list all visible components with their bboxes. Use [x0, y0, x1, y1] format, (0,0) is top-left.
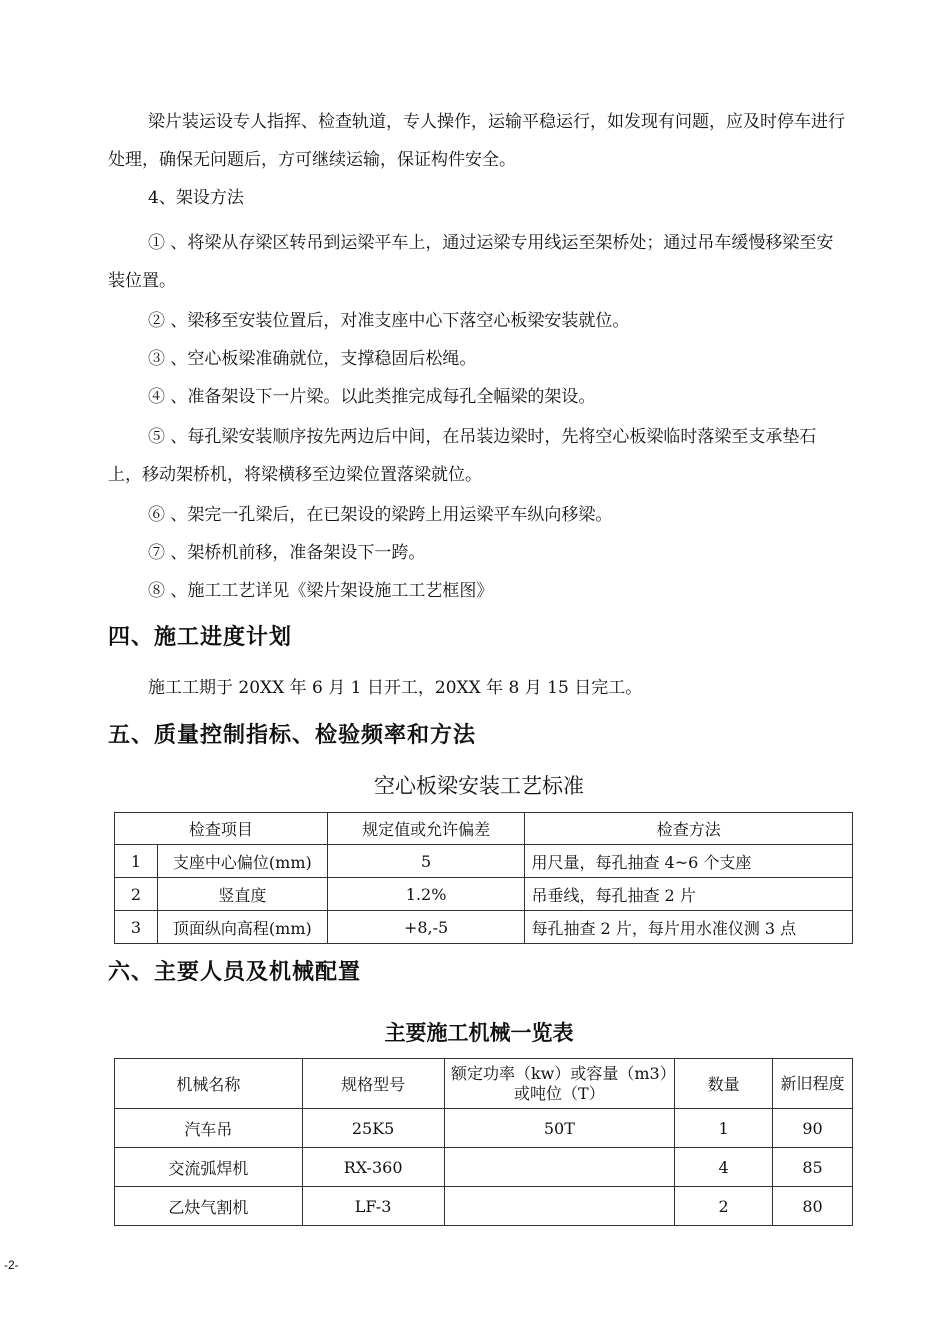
row-item: 支座中心偏位(mm) — [157, 845, 327, 878]
row-method: 用尺量，每孔抽查 4~6 个支座 — [525, 845, 853, 878]
table-row — [115, 1187, 853, 1226]
schedule-text: 施工工期于 20XX 年 6 月 1 日开工，20XX 年 8 月 15 日完工。 — [148, 678, 643, 698]
row-power — [444, 1148, 675, 1187]
row-condition: 80 — [773, 1187, 853, 1226]
row-item: 竖直度 — [157, 878, 327, 911]
header-quantity: 数量 — [675, 1059, 773, 1109]
table-title-machinery-list: 主要施工机械一览表 — [384, 1021, 574, 1045]
row-machine-name: 乙炔气割机 — [115, 1187, 303, 1226]
row-model: RX-360 — [302, 1148, 444, 1187]
row-value: 1.2% — [327, 878, 525, 911]
header-power: 额定功率（kw）或容量（m3）或吨位（T） — [444, 1059, 675, 1109]
step-6: ⑥ 、架完一孔梁后，在已架设的梁跨上用运梁平车纵向移梁。 — [148, 505, 613, 525]
row-item: 顶面纵向高程(mm) — [157, 911, 327, 944]
row-power — [444, 1187, 675, 1226]
row-condition: 90 — [773, 1109, 853, 1148]
table-row — [115, 1148, 853, 1187]
row-machine-name: 交流弧焊机 — [115, 1148, 303, 1187]
step-8: ⑧ 、施工工艺详见《梁片架设施工工艺框图》 — [148, 581, 494, 601]
table-row — [115, 911, 853, 944]
table-header-row — [115, 1059, 853, 1109]
row-quantity: 4 — [675, 1148, 773, 1187]
step-5: ⑤ 、每孔梁安装顺序按先两边后中间，在吊装边梁时，先将空心板梁临时落梁至支承垫石上，移动架桥机，将梁横移至边梁位置落梁就位。 — [108, 427, 817, 485]
row-power: 50T — [444, 1109, 675, 1148]
heading-personnel-machinery: 六、主要人员及机械配置 — [108, 960, 362, 985]
table-header-row — [115, 813, 853, 845]
step-2: ② 、梁移至安装位置后，对准支座中心下落空心板梁安装就位。 — [148, 311, 630, 331]
row-quantity: 1 — [675, 1109, 773, 1148]
row-method: 吊垂线，每孔抽查 2 片 — [525, 878, 853, 911]
table-row — [115, 878, 853, 911]
page-number: -2- — [4, 1258, 19, 1272]
row-number: 1 — [115, 845, 158, 878]
row-value: +8,-5 — [327, 911, 525, 944]
row-number: 2 — [115, 878, 158, 911]
row-value: 5 — [327, 845, 525, 878]
row-model: 25K5 — [302, 1109, 444, 1148]
header-model: 规格型号 — [302, 1059, 444, 1109]
installation-standard-table — [114, 812, 853, 944]
step-7: ⑦ 、架桥机前移，准备架设下一跨。 — [148, 543, 426, 563]
step-1: ① 、将梁从存梁区转吊到运梁平车上，通过运梁专用线运至架桥处；通过吊车缓慢移梁至安装位置。 — [108, 233, 834, 291]
row-condition: 85 — [773, 1148, 853, 1187]
table-row — [115, 1109, 853, 1148]
header-machine-name: 机械名称 — [115, 1059, 303, 1109]
header-check-item: 检查项目 — [115, 813, 328, 845]
table-row — [115, 845, 853, 878]
step-4: ④ 、准备架设下一片梁。以此类推完成每孔全幅梁的架设。 — [148, 387, 596, 407]
header-condition: 新旧程度 — [773, 1059, 853, 1109]
row-quantity: 2 — [675, 1187, 773, 1226]
table-title-installation-standard: 空心板梁安装工艺标准 — [374, 774, 584, 798]
header-allowed-value: 规定值或允许偏差 — [327, 813, 525, 845]
subheading-erection-method: 4、架设方法 — [148, 188, 244, 208]
row-method: 每孔抽查 2 片，每片用水准仪测 3 点 — [525, 911, 853, 944]
step-3: ③ 、空心板梁准确就位，支撑稳固后松绳。 — [148, 349, 477, 369]
row-model: LF-3 — [302, 1187, 444, 1226]
row-number: 3 — [115, 911, 158, 944]
row-machine-name: 汽车吊 — [115, 1109, 303, 1148]
heading-schedule: 四、施工进度计划 — [108, 625, 293, 650]
machinery-table — [114, 1058, 853, 1226]
paragraph-transport: 梁片装运设专人指挥、检查轨道，专人操作，运输平稳运行，如发现有问题，应及时停车进行处理，确保无问题后，方可继续运输，保证构件安全。 — [108, 112, 845, 170]
heading-quality-control: 五、质量控制指标、检验频率和方法 — [108, 723, 477, 748]
header-check-method: 检查方法 — [525, 813, 853, 845]
